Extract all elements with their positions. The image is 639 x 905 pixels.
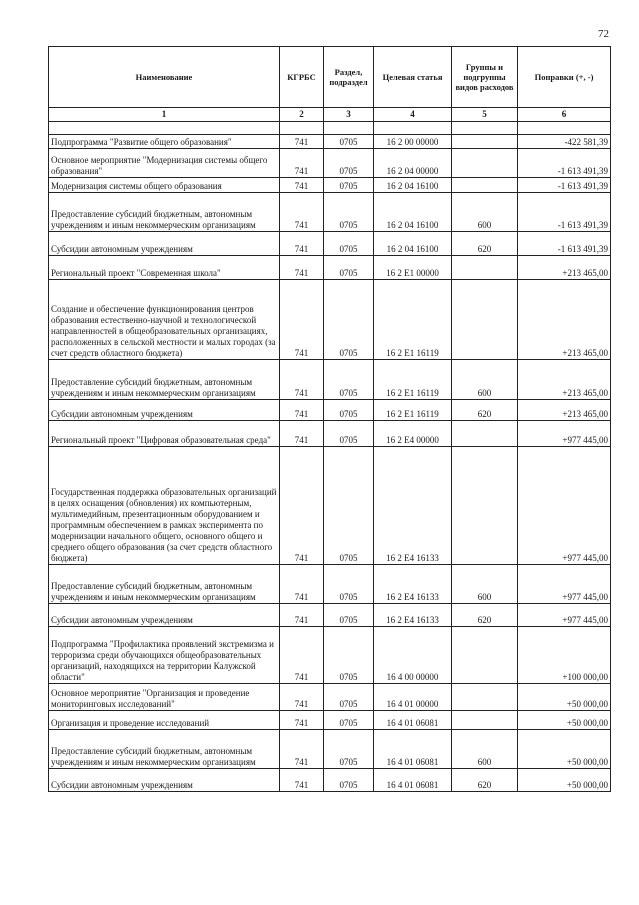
- row-vid: [452, 178, 518, 193]
- row-vid: [452, 627, 518, 684]
- row-celevaya: 16 2 E1 16119: [374, 400, 452, 421]
- row-kgrbs: 741: [280, 400, 324, 421]
- row-amount: -1 613 491,39: [518, 232, 611, 256]
- row-amount: +50 000,00: [518, 769, 611, 792]
- row-kgrbs: 741: [280, 178, 324, 193]
- row-amount: +50 000,00: [518, 730, 611, 769]
- row-name: Организация и проведение исследований: [49, 711, 280, 730]
- row-celevaya: 16 2 04 16100: [374, 232, 452, 256]
- row-kgrbs: 741: [280, 135, 324, 149]
- row-razdel: 0705: [324, 256, 374, 280]
- row-razdel: 0705: [324, 604, 374, 627]
- row-kgrbs: 741: [280, 280, 324, 360]
- row-amount: +50 000,00: [518, 711, 611, 730]
- row-name: Создание и обеспечение функционирования центров образования естественно-научной и технологической направленностей в общеобразовательных организациях, расположенных в сельской местности и малых городах (за счет средств областного бюджета): [49, 280, 280, 360]
- table-row: [49, 400, 611, 421]
- row-kgrbs: 741: [280, 421, 324, 447]
- row-amount: -1 613 491,39: [518, 149, 611, 178]
- table-row: [49, 447, 611, 565]
- row-name: Субсидии автономным учреждениям: [49, 232, 280, 256]
- row-kgrbs: 741: [280, 627, 324, 684]
- spacer-row: [49, 122, 611, 135]
- row-celevaya: 16 2 E4 16133: [374, 565, 452, 604]
- row-razdel: 0705: [324, 280, 374, 360]
- row-name: Субсидии автономным учреждениям: [49, 769, 280, 792]
- row-amount: +50 000,00: [518, 684, 611, 711]
- row-amount: -422 581,39: [518, 135, 611, 149]
- page-number: 72: [598, 28, 609, 40]
- column-number: 3: [324, 108, 374, 122]
- row-vid: [452, 280, 518, 360]
- row-celevaya: 16 2 E4 00000: [374, 421, 452, 447]
- table-row: [49, 256, 611, 280]
- row-celevaya: 16 2 E1 16119: [374, 280, 452, 360]
- row-kgrbs: 741: [280, 604, 324, 627]
- table-row: [49, 232, 611, 256]
- row-razdel: 0705: [324, 232, 374, 256]
- row-name: Предоставление субсидий бюджетным, автономным учреждениям и иным некоммерческим организациям: [49, 360, 280, 400]
- row-celevaya: 16 2 E4 16133: [374, 604, 452, 627]
- column-number: 2: [280, 108, 324, 122]
- row-amount: +213 465,00: [518, 256, 611, 280]
- row-razdel: 0705: [324, 711, 374, 730]
- row-amount: +977 445,00: [518, 565, 611, 604]
- row-name: Подпрограмма "Развитие общего образования": [49, 135, 280, 149]
- column-number: 5: [452, 108, 518, 122]
- header-row: [49, 47, 611, 108]
- row-vid: 600: [452, 193, 518, 232]
- row-name: Предоставление субсидий бюджетным, автономным учреждениям и иным некоммерческим организациям: [49, 730, 280, 769]
- row-kgrbs: 741: [280, 769, 324, 792]
- row-razdel: 0705: [324, 684, 374, 711]
- table-row: [49, 565, 611, 604]
- row-name: Субсидии автономным учреждениям: [49, 604, 280, 627]
- row-razdel: 0705: [324, 421, 374, 447]
- row-kgrbs: 741: [280, 232, 324, 256]
- row-razdel: 0705: [324, 447, 374, 565]
- row-amount: -1 613 491,39: [518, 178, 611, 193]
- table-row: [49, 193, 611, 232]
- row-razdel: 0705: [324, 193, 374, 232]
- row-amount: +977 445,00: [518, 447, 611, 565]
- table-row: [49, 149, 611, 178]
- budget-table: [48, 46, 611, 792]
- table-row: [49, 769, 611, 792]
- row-celevaya: 16 4 00 00000: [374, 627, 452, 684]
- row-vid: 600: [452, 360, 518, 400]
- table-row: [49, 684, 611, 711]
- header-vid: Группы и подгруппы видов расходов: [452, 47, 518, 108]
- row-celevaya: 16 4 01 06081: [374, 769, 452, 792]
- row-vid: [452, 447, 518, 565]
- row-name: Субсидии автономным учреждениям: [49, 400, 280, 421]
- row-name: Предоставление субсидий бюджетным, автономным учреждениям и иным некоммерческим организациям: [49, 565, 280, 604]
- row-name: Подпрограмма "Профилактика проявлений экстремизма и терроризма среди обучающихся общеобразовательных организаций, находящихся на территории Калужской области": [49, 627, 280, 684]
- row-celevaya: 16 4 01 00000: [374, 684, 452, 711]
- header-razdel: Раздел, подраздел: [324, 47, 374, 108]
- table-row: [49, 730, 611, 769]
- row-celevaya: 16 2 00 00000: [374, 135, 452, 149]
- row-amount: +977 445,00: [518, 421, 611, 447]
- row-razdel: 0705: [324, 360, 374, 400]
- row-amount: +213 465,00: [518, 280, 611, 360]
- row-amount: +977 445,00: [518, 604, 611, 627]
- row-vid: [452, 149, 518, 178]
- row-razdel: 0705: [324, 178, 374, 193]
- row-razdel: 0705: [324, 565, 374, 604]
- column-number-row: [49, 108, 611, 122]
- row-kgrbs: 741: [280, 684, 324, 711]
- row-kgrbs: 741: [280, 730, 324, 769]
- table-row: [49, 280, 611, 360]
- row-vid: 600: [452, 565, 518, 604]
- row-razdel: 0705: [324, 627, 374, 684]
- row-razdel: 0705: [324, 135, 374, 149]
- row-vid: [452, 684, 518, 711]
- row-vid: [452, 711, 518, 730]
- table-row: [49, 178, 611, 193]
- row-razdel: 0705: [324, 400, 374, 421]
- row-amount: -1 613 491,39: [518, 193, 611, 232]
- row-kgrbs: 741: [280, 360, 324, 400]
- header-amount: Поправки (+, -): [518, 47, 611, 108]
- row-kgrbs: 741: [280, 565, 324, 604]
- row-vid: 620: [452, 604, 518, 627]
- row-amount: +100 000,00: [518, 627, 611, 684]
- table-row: [49, 627, 611, 684]
- row-celevaya: 16 2 E4 16133: [374, 447, 452, 565]
- row-razdel: 0705: [324, 149, 374, 178]
- row-vid: 620: [452, 232, 518, 256]
- row-name: Государственная поддержка образовательных организаций в целях оснащения (обновления) их компьютерным, мультимедийным, презентационным оборудованием и программным обеспечением в рамках эксперимента по модернизации начального общего, основного общего и среднего общего образования (за счет средств областного бюджета): [49, 447, 280, 565]
- row-vid: [452, 135, 518, 149]
- row-razdel: 0705: [324, 730, 374, 769]
- row-name: Региональный проект "Современная школа": [49, 256, 280, 280]
- header-kgrbs: КГРБС: [280, 47, 324, 108]
- row-amount: +213 465,00: [518, 360, 611, 400]
- row-vid: [452, 256, 518, 280]
- row-celevaya: 16 2 04 16100: [374, 178, 452, 193]
- column-number: 6: [518, 108, 611, 122]
- row-kgrbs: 741: [280, 149, 324, 178]
- table-row: [49, 135, 611, 149]
- row-kgrbs: 741: [280, 447, 324, 565]
- table-row: [49, 711, 611, 730]
- table-row: [49, 604, 611, 627]
- row-name: Модернизация системы общего образования: [49, 178, 280, 193]
- table-row: [49, 360, 611, 400]
- row-name: Региональный проект "Цифровая образовательная среда": [49, 421, 280, 447]
- row-vid: 620: [452, 769, 518, 792]
- column-number: 1: [49, 108, 280, 122]
- row-name: Предоставление субсидий бюджетным, автономным учреждениям и иным некоммерческим организациям: [49, 193, 280, 232]
- row-vid: 600: [452, 730, 518, 769]
- row-celevaya: 16 2 04 16100: [374, 193, 452, 232]
- row-amount: +213 465,00: [518, 400, 611, 421]
- row-celevaya: 16 2 E1 16119: [374, 360, 452, 400]
- row-kgrbs: 741: [280, 256, 324, 280]
- header-name: Наименование: [49, 47, 280, 108]
- table-row: [49, 421, 611, 447]
- header-celevaya: Целевая статья: [374, 47, 452, 108]
- row-kgrbs: 741: [280, 711, 324, 730]
- row-name: Основное мероприятие "Модернизация системы общего образования": [49, 149, 280, 178]
- row-celevaya: 16 2 E1 00000: [374, 256, 452, 280]
- row-razdel: 0705: [324, 769, 374, 792]
- row-celevaya: 16 4 01 06081: [374, 711, 452, 730]
- row-vid: 620: [452, 400, 518, 421]
- row-kgrbs: 741: [280, 193, 324, 232]
- row-name: Основное мероприятие "Организация и проведение мониторинговых исследований": [49, 684, 280, 711]
- row-celevaya: 16 2 04 00000: [374, 149, 452, 178]
- row-vid: [452, 421, 518, 447]
- row-celevaya: 16 4 01 06081: [374, 730, 452, 769]
- column-number: 4: [374, 108, 452, 122]
